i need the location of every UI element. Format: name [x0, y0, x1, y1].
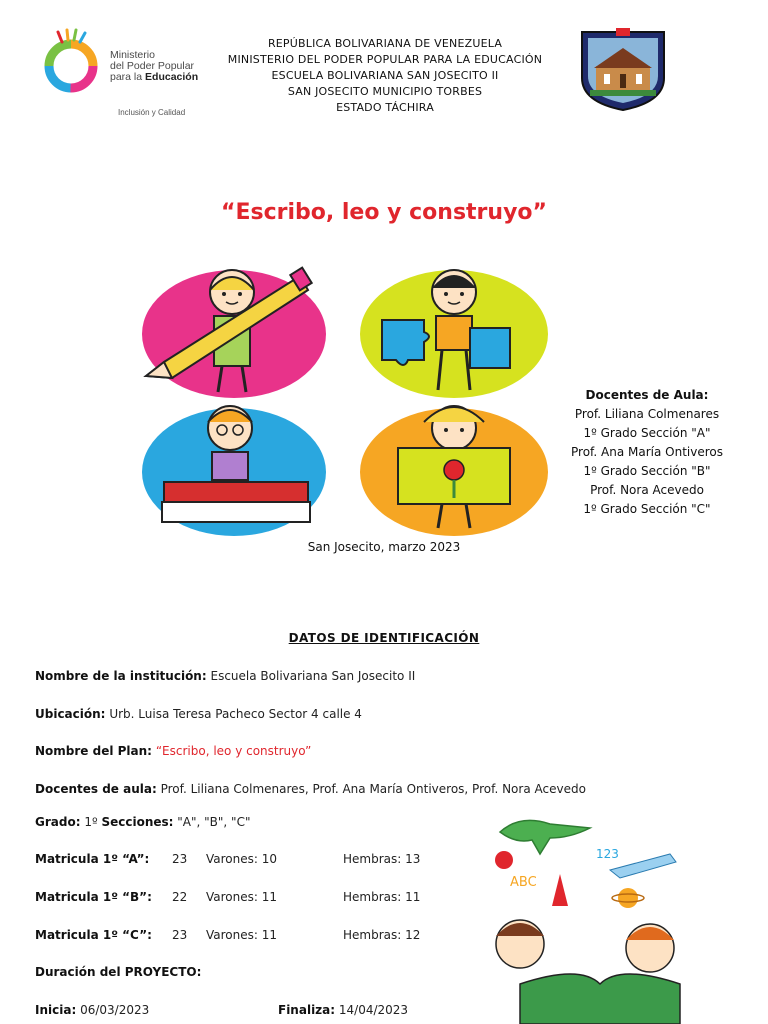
teacher-line-5: Prof. Nora Acevedo — [590, 483, 704, 497]
finaliza-value: 14/04/2023 — [338, 1003, 409, 1017]
teacher-line-1: Prof. Liliana Colmenares — [574, 407, 720, 421]
teacher-line-2: 1º Grado Sección "A" — [583, 426, 711, 440]
matricula-a-total: 23 — [172, 852, 188, 866]
place-date: San Josecito, marzo 2023 — [307, 540, 461, 554]
institucion-label: Nombre de la institución: — [35, 669, 207, 683]
ubicacion-row — [35, 707, 362, 721]
matricula-b-total: 22 — [172, 890, 188, 904]
abc-icon: ABC — [510, 875, 537, 890]
planet-icon — [618, 888, 638, 908]
plan-row — [35, 744, 311, 758]
matricula-a-hembras: Hembras: 13 — [343, 852, 421, 866]
teacher-line-6: 1º Grado Sección "C" — [583, 502, 711, 516]
kids-reading-illustration — [480, 814, 720, 1024]
school-seal-icon — [576, 26, 670, 112]
inicia-value: 06/03/2023 — [80, 1003, 150, 1017]
matricula-a-varones: Varones: 10 — [206, 852, 278, 866]
secciones-value: "A", "B", "C" — [177, 815, 251, 829]
ministry-logo-line3-bold: Educación — [145, 71, 199, 83]
ministry-logo-line1: Ministerio — [110, 49, 155, 61]
ministry-ring-icon — [38, 28, 104, 94]
header-text — [210, 36, 560, 116]
ubicacion-value: Urb. Luisa Teresa Pacheco Sector 4 calle 4 — [109, 707, 362, 721]
teacher-line-4: 1º Grado Sección "B" — [583, 464, 711, 478]
page-title: “Escribo, leo y construyo” — [221, 200, 547, 225]
teachers-title: Docentes de Aula: — [585, 388, 709, 402]
matricula-c-total: 23 — [172, 928, 188, 942]
docentes-label: Docentes de aula: — [35, 782, 157, 796]
matricula-c-label: Matricula 1º “C”: — [35, 928, 152, 942]
header-line-1: REPÚBLICA BOLIVARIANA DE VENEZUELA — [267, 37, 503, 50]
apple-icon — [495, 851, 513, 869]
header-line-4: SAN JOSECITO MUNICIPIO TORBES — [287, 85, 483, 98]
teacher-line-3: Prof. Ana María Ontiveros — [571, 445, 723, 459]
grado-row — [35, 815, 250, 829]
matricula-b-label: Matricula 1º “B”: — [35, 890, 152, 904]
ubicacion-label: Ubicación: — [35, 707, 106, 721]
institucion-value: Escuela Bolivariana San Josecito II — [210, 669, 416, 683]
inicia-row — [35, 1003, 149, 1017]
inicia-label: Inicia: — [35, 1003, 77, 1017]
finaliza-row — [278, 1003, 408, 1017]
grado-label: Grado: — [35, 815, 81, 829]
kids-illustration — [124, 262, 556, 538]
teachers-block — [558, 386, 736, 519]
section-heading: DATOS DE IDENTIFICACIÓN — [288, 631, 480, 645]
finaliza-label: Finaliza: — [278, 1003, 336, 1017]
matricula-a-label: Matricula 1º “A”: — [35, 852, 150, 866]
ministry-logo-text — [110, 50, 198, 83]
docentes-value: Prof. Liliana Colmenares, Prof. Ana María Ontiveros, Prof. Nora Acevedo — [160, 782, 586, 796]
institucion-row — [35, 669, 415, 683]
duracion-label: Duración del PROYECTO: — [35, 965, 202, 979]
matricula-c-hembras: Hembras: 12 — [343, 928, 421, 942]
header-line-3: ESCUELA BOLIVARIANA SAN JOSECITO II — [271, 69, 499, 82]
header-line-2: MINISTERIO DEL PODER POPULAR PARA LA EDUCACIÓN — [227, 53, 543, 66]
secciones-label: Secciones: — [101, 815, 174, 829]
plan-value: “Escribo, leo y construyo” — [155, 744, 312, 758]
ministry-logo-line2: del Poder Popular — [110, 60, 195, 72]
ministry-logo-line3-prefix: para la — [110, 71, 146, 83]
ministry-tagline: Inclusión y Calidad — [118, 108, 186, 117]
plan-label: Nombre del Plan: — [35, 744, 152, 758]
docentes-row — [35, 782, 586, 796]
ministry-logo — [38, 28, 208, 117]
header-line-5: ESTADO TÁCHIRA — [336, 101, 434, 114]
matricula-b-varones: Varones: 11 — [206, 890, 278, 904]
matricula-c-varones: Varones: 11 — [206, 928, 278, 942]
numbers-icon: 123 — [596, 847, 619, 861]
grado-value: 1º — [84, 815, 98, 829]
matricula-b-hembras: Hembras: 11 — [343, 890, 421, 904]
